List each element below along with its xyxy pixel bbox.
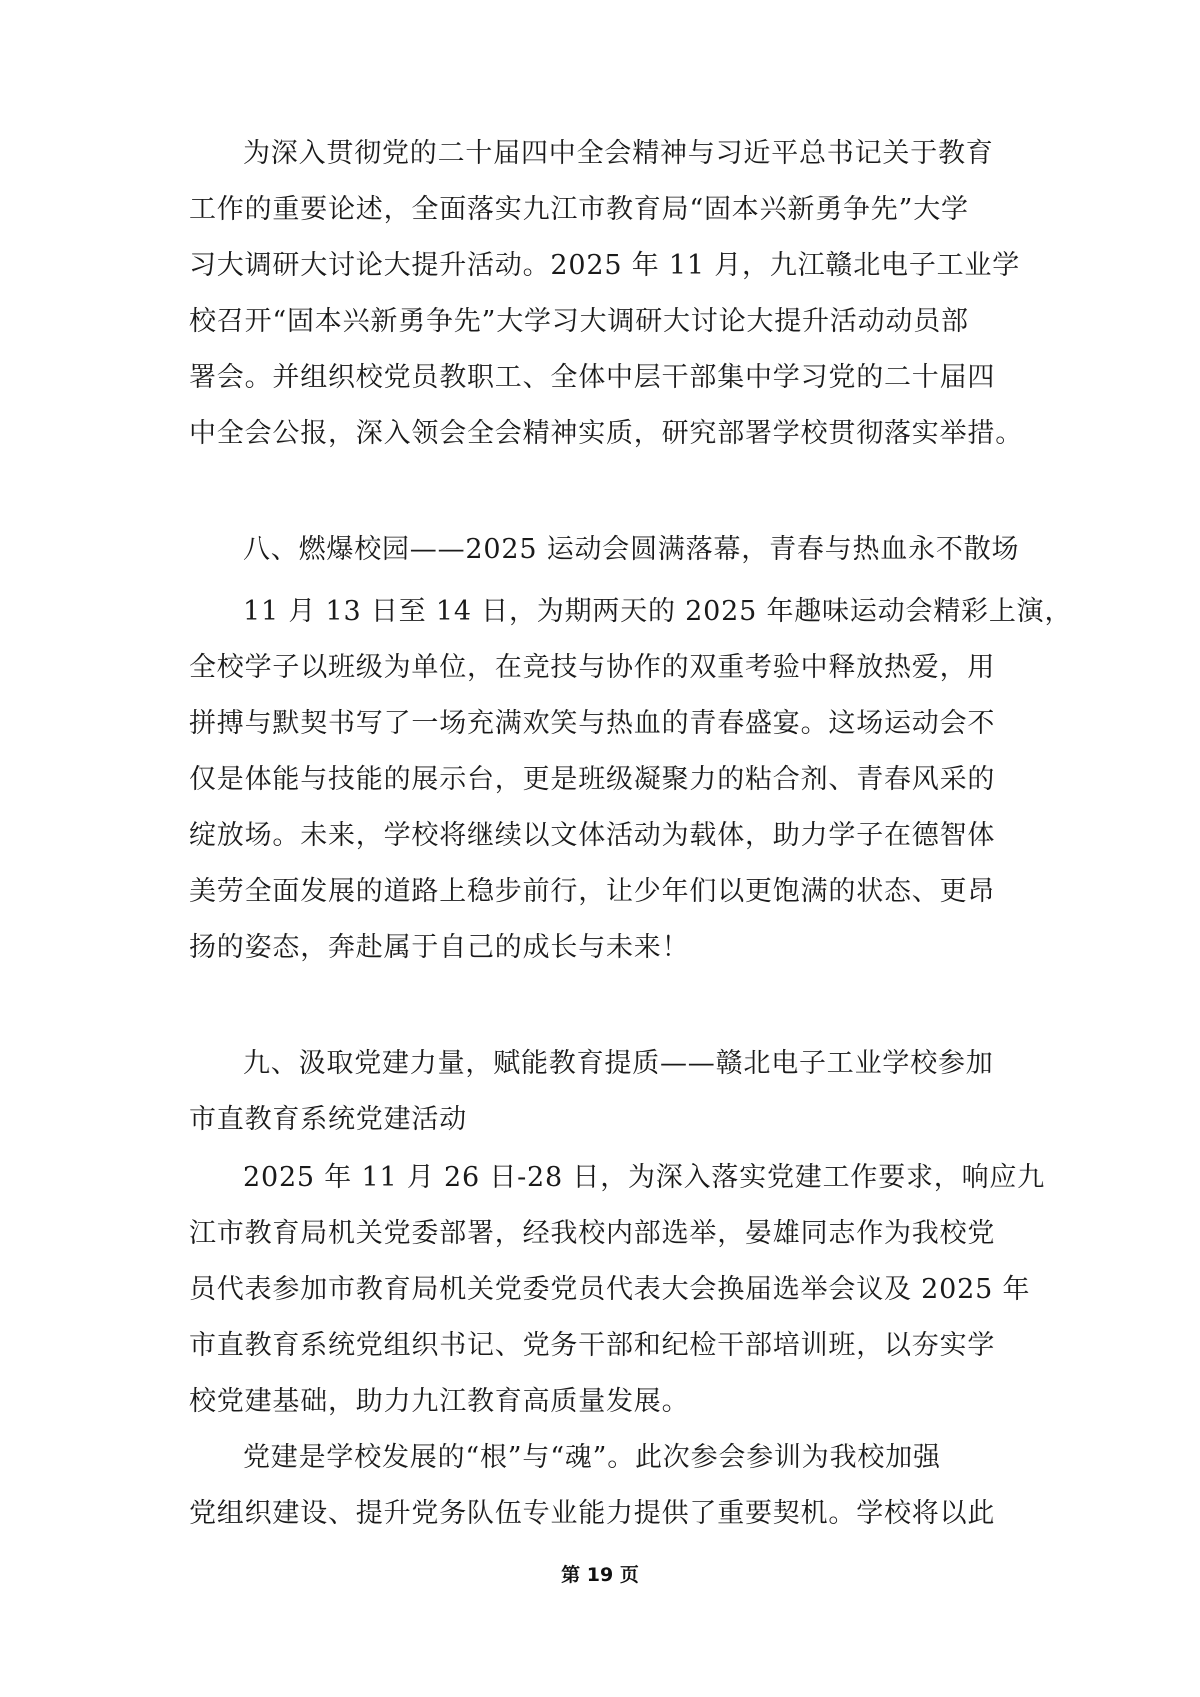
section-9-para1-line-3: 员代表参加市教育局机关党委党员代表大会换届选举会议及 2025 年 — [189, 1274, 1031, 1305]
section-9-heading-line-1: 九、汲取党建力量，赋能教育提质——赣北电子工业学校参加 — [243, 1048, 994, 1079]
section-8-line-4: 仅是体能与技能的展示台，更是班级凝聚力的粘合剂、青春风采的 — [189, 764, 996, 795]
intro-line-2: 工作的重要论述，全面落实九江市教育局“固本兴新勇争先”大学 — [189, 194, 969, 225]
section-8-line-5: 绽放场。未来，学校将继续以文体活动为载体，助力学子在德智体 — [189, 820, 996, 851]
section-9-heading-line-2: 市直教育系统党建活动 — [189, 1104, 467, 1135]
section-9-para1-line-4: 市直教育系统党组织书记、党务干部和纪检干部培训班，以夯实学 — [189, 1330, 996, 1361]
section-8-heading: 八、燃爆校园——2025 运动会圆满落幕，青春与热血永不散场 — [243, 534, 1020, 565]
section-9-para2-line-1: 党建是学校发展的“根”与“魂”。此次参会参训为我校加强 — [243, 1442, 941, 1473]
section-9-para2-line-2: 党组织建设、提升党务队伍专业能力提供了重要契机。学校将以此 — [189, 1498, 996, 1529]
section-9-para1-line-1: 2025 年 11 月 26 日-28 日，为深入落实党建工作要求，响应九 — [243, 1162, 1045, 1193]
intro-line-5: 署会。并组织校党员教职工、全体中层干部集中学习党的二十届四 — [189, 362, 996, 393]
page-number: 第 19 页 — [561, 1564, 639, 1586]
intro-line-3: 习大调研大讨论大提升活动。2025 年 11 月，九江赣北电子工业学 — [189, 250, 1021, 281]
section-8-line-3: 拼搏与默契书写了一场充满欢笑与热血的青春盛宴。这场运动会不 — [189, 708, 996, 739]
section-8-line-2: 全校学子以班级为单位，在竞技与协作的双重考验中释放热爱，用 — [189, 652, 996, 683]
intro-line-4: 校召开“固本兴新勇争先”大学习大调研大讨论大提升活动动员部 — [189, 306, 969, 337]
section-8-line-6: 美劳全面发展的道路上稳步前行，让少年们以更饱满的状态、更昂 — [189, 876, 996, 907]
section-9-para1-line-5: 校党建基础，助力九江教育高质量发展。 — [189, 1386, 690, 1417]
intro-line-1: 为深入贯彻党的二十届四中全会精神与习近平总书记关于教育 — [243, 138, 994, 169]
intro-line-6: 中全会公报，深入领会全会精神实质，研究部署学校贯彻落实举措。 — [189, 418, 1023, 449]
section-9-para1-line-2: 江市教育局机关党委部署，经我校内部选举，晏雄同志作为我校党 — [189, 1218, 996, 1249]
section-8-line-7: 扬的姿态，奔赴属于自己的成长与未来！ — [189, 932, 690, 963]
section-8-line-1: 11 月 13 日至 14 日，为期两天的 2025 年趣味运动会精彩上演， — [243, 596, 1073, 627]
